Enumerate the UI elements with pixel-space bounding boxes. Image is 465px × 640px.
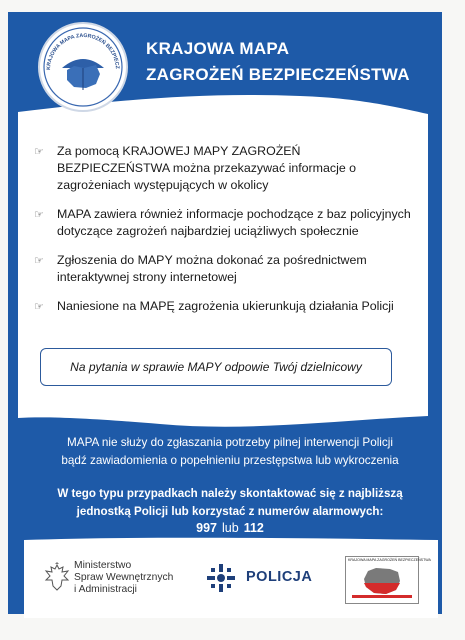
small-logo-caption: KRAJOWA MAPA ZAGROŻEŃ BEZPIECZEŃSTWA (348, 558, 431, 562)
policja-logo (206, 563, 326, 593)
notice-line-2: bądź zawiadomienia o popełnieniu przestępstwa lub wykroczenia (61, 454, 399, 467)
title-line-2: ZAGROŻEŃ BEZPIECZEŃSTWA (146, 65, 410, 84)
page-title (146, 36, 426, 88)
pointing-hand-icon: ☞ (34, 146, 44, 158)
bullet-text: Za pomocą KRAJOWEJ MAPY ZAGROŻEŃ BEZPIECZEŃSTWA można przekazywać informacje o zagrożeniach występujących w okolicy (57, 144, 357, 192)
mswia-line-2: Spraw Wewnętrznych (74, 572, 174, 583)
dzielnicowy-info-box (40, 348, 392, 386)
pointing-hand-icon: ☞ (34, 301, 44, 313)
emergency-number-112: 112 (243, 521, 264, 535)
map-umbrella-icon (40, 24, 126, 110)
bullet-item (34, 252, 414, 286)
bullet-text: Naniesione na MAPĘ zagrożenia ukierunkują działania Policji (57, 299, 394, 313)
krajowa-mapa-small-logo (345, 556, 431, 604)
mswia-line-1: Ministerstwo (74, 560, 132, 571)
emergency-number-997: 997 (196, 521, 217, 535)
bullet-item (34, 206, 414, 240)
notice-text (30, 434, 430, 470)
bullet-text: MAPA zawiera również informacje pochodzące z baz policyjnych dotyczące zagrożeń najbardziej uciążliwych społecznie (57, 207, 411, 238)
krajowa-mapa-logo (38, 22, 128, 112)
eagle-icon (44, 562, 70, 592)
pointing-hand-icon: ☞ (34, 209, 44, 221)
numbers-connector: lub (222, 521, 239, 535)
bullet-text: Zgłoszenia do MAPY można dokonać za pośrednictwem interaktywnej strony internetowej (57, 253, 367, 284)
mswia-logo (44, 560, 194, 600)
poland-map-icon (346, 557, 431, 603)
title-line-1: KRAJOWA MAPA (146, 39, 290, 58)
pointing-hand-icon: ☞ (34, 255, 44, 267)
mswia-line-3: i Administracji (74, 584, 137, 595)
bullet-item (34, 143, 414, 194)
logo-arc-text: KRAJOWA MAPA ZAGROŻEŃ BEZPIECZ (45, 32, 121, 71)
police-star-icon (206, 563, 236, 593)
emergency-numbers (30, 521, 430, 535)
bullet-list (34, 143, 414, 327)
notice-line-1: MAPA nie służy do zgłaszania potrzeby pilnej interwencji Policji (67, 436, 393, 449)
policja-wordmark: POLICJA (246, 569, 313, 585)
dzielnicowy-text: Na pytania w sprawie MAPY odpowie Twój dzielnicowy (70, 360, 362, 374)
contact-line-2: jednostką Policji lub korzystać z numerów alarmowych: (76, 505, 384, 518)
contact-text (30, 485, 430, 521)
contact-line-1: W tego typu przypadkach należy skontaktować się z najbliższą (57, 487, 403, 500)
bullet-item (34, 298, 414, 315)
